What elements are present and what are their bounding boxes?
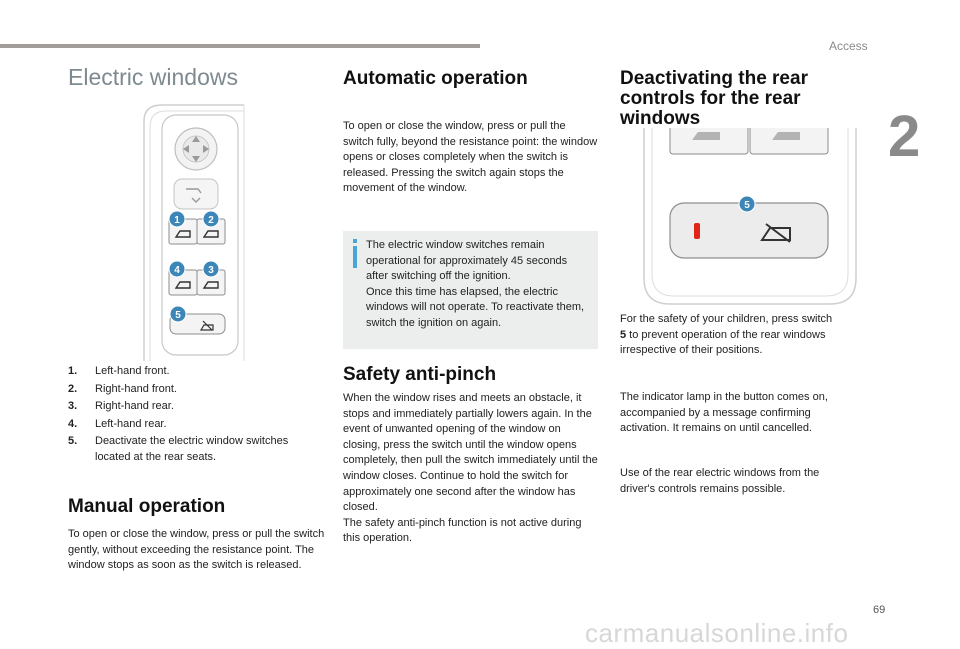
info-icon (353, 239, 357, 269)
callout-3: 3 (208, 265, 214, 276)
header-bar (0, 44, 480, 48)
anti-pinch-text (343, 391, 601, 547)
window-switch (750, 128, 828, 154)
legend-item: 5. Deactivate the electric window switches located at the rear seats. (68, 435, 289, 463)
legend-item: 4. Left-hand rear. (68, 417, 167, 430)
callout-5: 5 (744, 200, 750, 211)
page-number: 69 (873, 604, 886, 616)
callout-2: 2 (208, 215, 214, 226)
manual-operation-heading: Manual operation (68, 496, 226, 517)
info-text-2: Once this time has elapsed, the electric windows will not operate. To reactivate them, switch the ignition on again. (366, 285, 585, 329)
deactivating-text-1: For the safety of your children, press switch 5 to prevent operation of the rear windows irrespective of their positions. (620, 313, 833, 357)
switch-legend (68, 363, 323, 465)
info-box (343, 231, 598, 349)
deactivating-text-3: Use of the rear electric windows from the driver's controls remains possible. (620, 467, 820, 495)
anti-pinch-text-2: The safety anti-pinch function is not active during this operation. (343, 516, 582, 545)
mirror-selector-icon (174, 179, 218, 209)
manual-operation-text: To open or close the window, press or pull the switch gently, without exceeding the resistance point. The window stops as soon as the switch is released. (68, 528, 325, 572)
anti-pinch-heading: Safety anti-pinch (343, 364, 497, 385)
callout-5: 5 (175, 310, 181, 321)
callout-1: 1 (174, 215, 180, 226)
legend-item: 1. Left-hand front. (68, 365, 170, 377)
automatic-operation-heading: Automatic operation (343, 68, 528, 89)
chapter-number: 2 (888, 104, 921, 169)
driver-switch-panel-figure (140, 103, 252, 361)
rear-lock-switch-figure (640, 128, 860, 306)
watermark: carmanualsonline.info (585, 618, 849, 648)
deactivating-heading: Deactivating the rear controls for the rear windows (620, 68, 808, 129)
info-text-1: The electric window switches remain operational for approximately 45 seconds after switching off the ignition. (366, 239, 568, 283)
legend-item: 2. Right-hand front. (68, 382, 177, 395)
indicator-lamp (694, 223, 700, 239)
callout-4: 4 (174, 265, 180, 276)
automatic-operation-text: To open or close the window, press or pull the switch fully, beyond the resistance point: the window opens or closes completely when the switch is released. Pressing the switch again stops the movement of the window. (343, 120, 598, 195)
anti-pinch-text-1: When the window rises and meets an obstacle, it stops and immediately partially lowers again. In the event of unwanted opening of the window on closing, press the switch until the window opens completely, then pull the switch immediately until the window closes. Continue to hold the switch for approximately one second after the window has closed. (343, 392, 598, 514)
page-title: Electric windows (68, 64, 238, 90)
deactivating-text-2: The indicator lamp in the button comes on, accompanied by a message confirming activation. It remains on until cancelled. (620, 391, 828, 435)
window-switch (670, 128, 748, 154)
section-label: Access (829, 39, 868, 53)
legend-item: 3. Right-hand rear. (68, 400, 174, 412)
